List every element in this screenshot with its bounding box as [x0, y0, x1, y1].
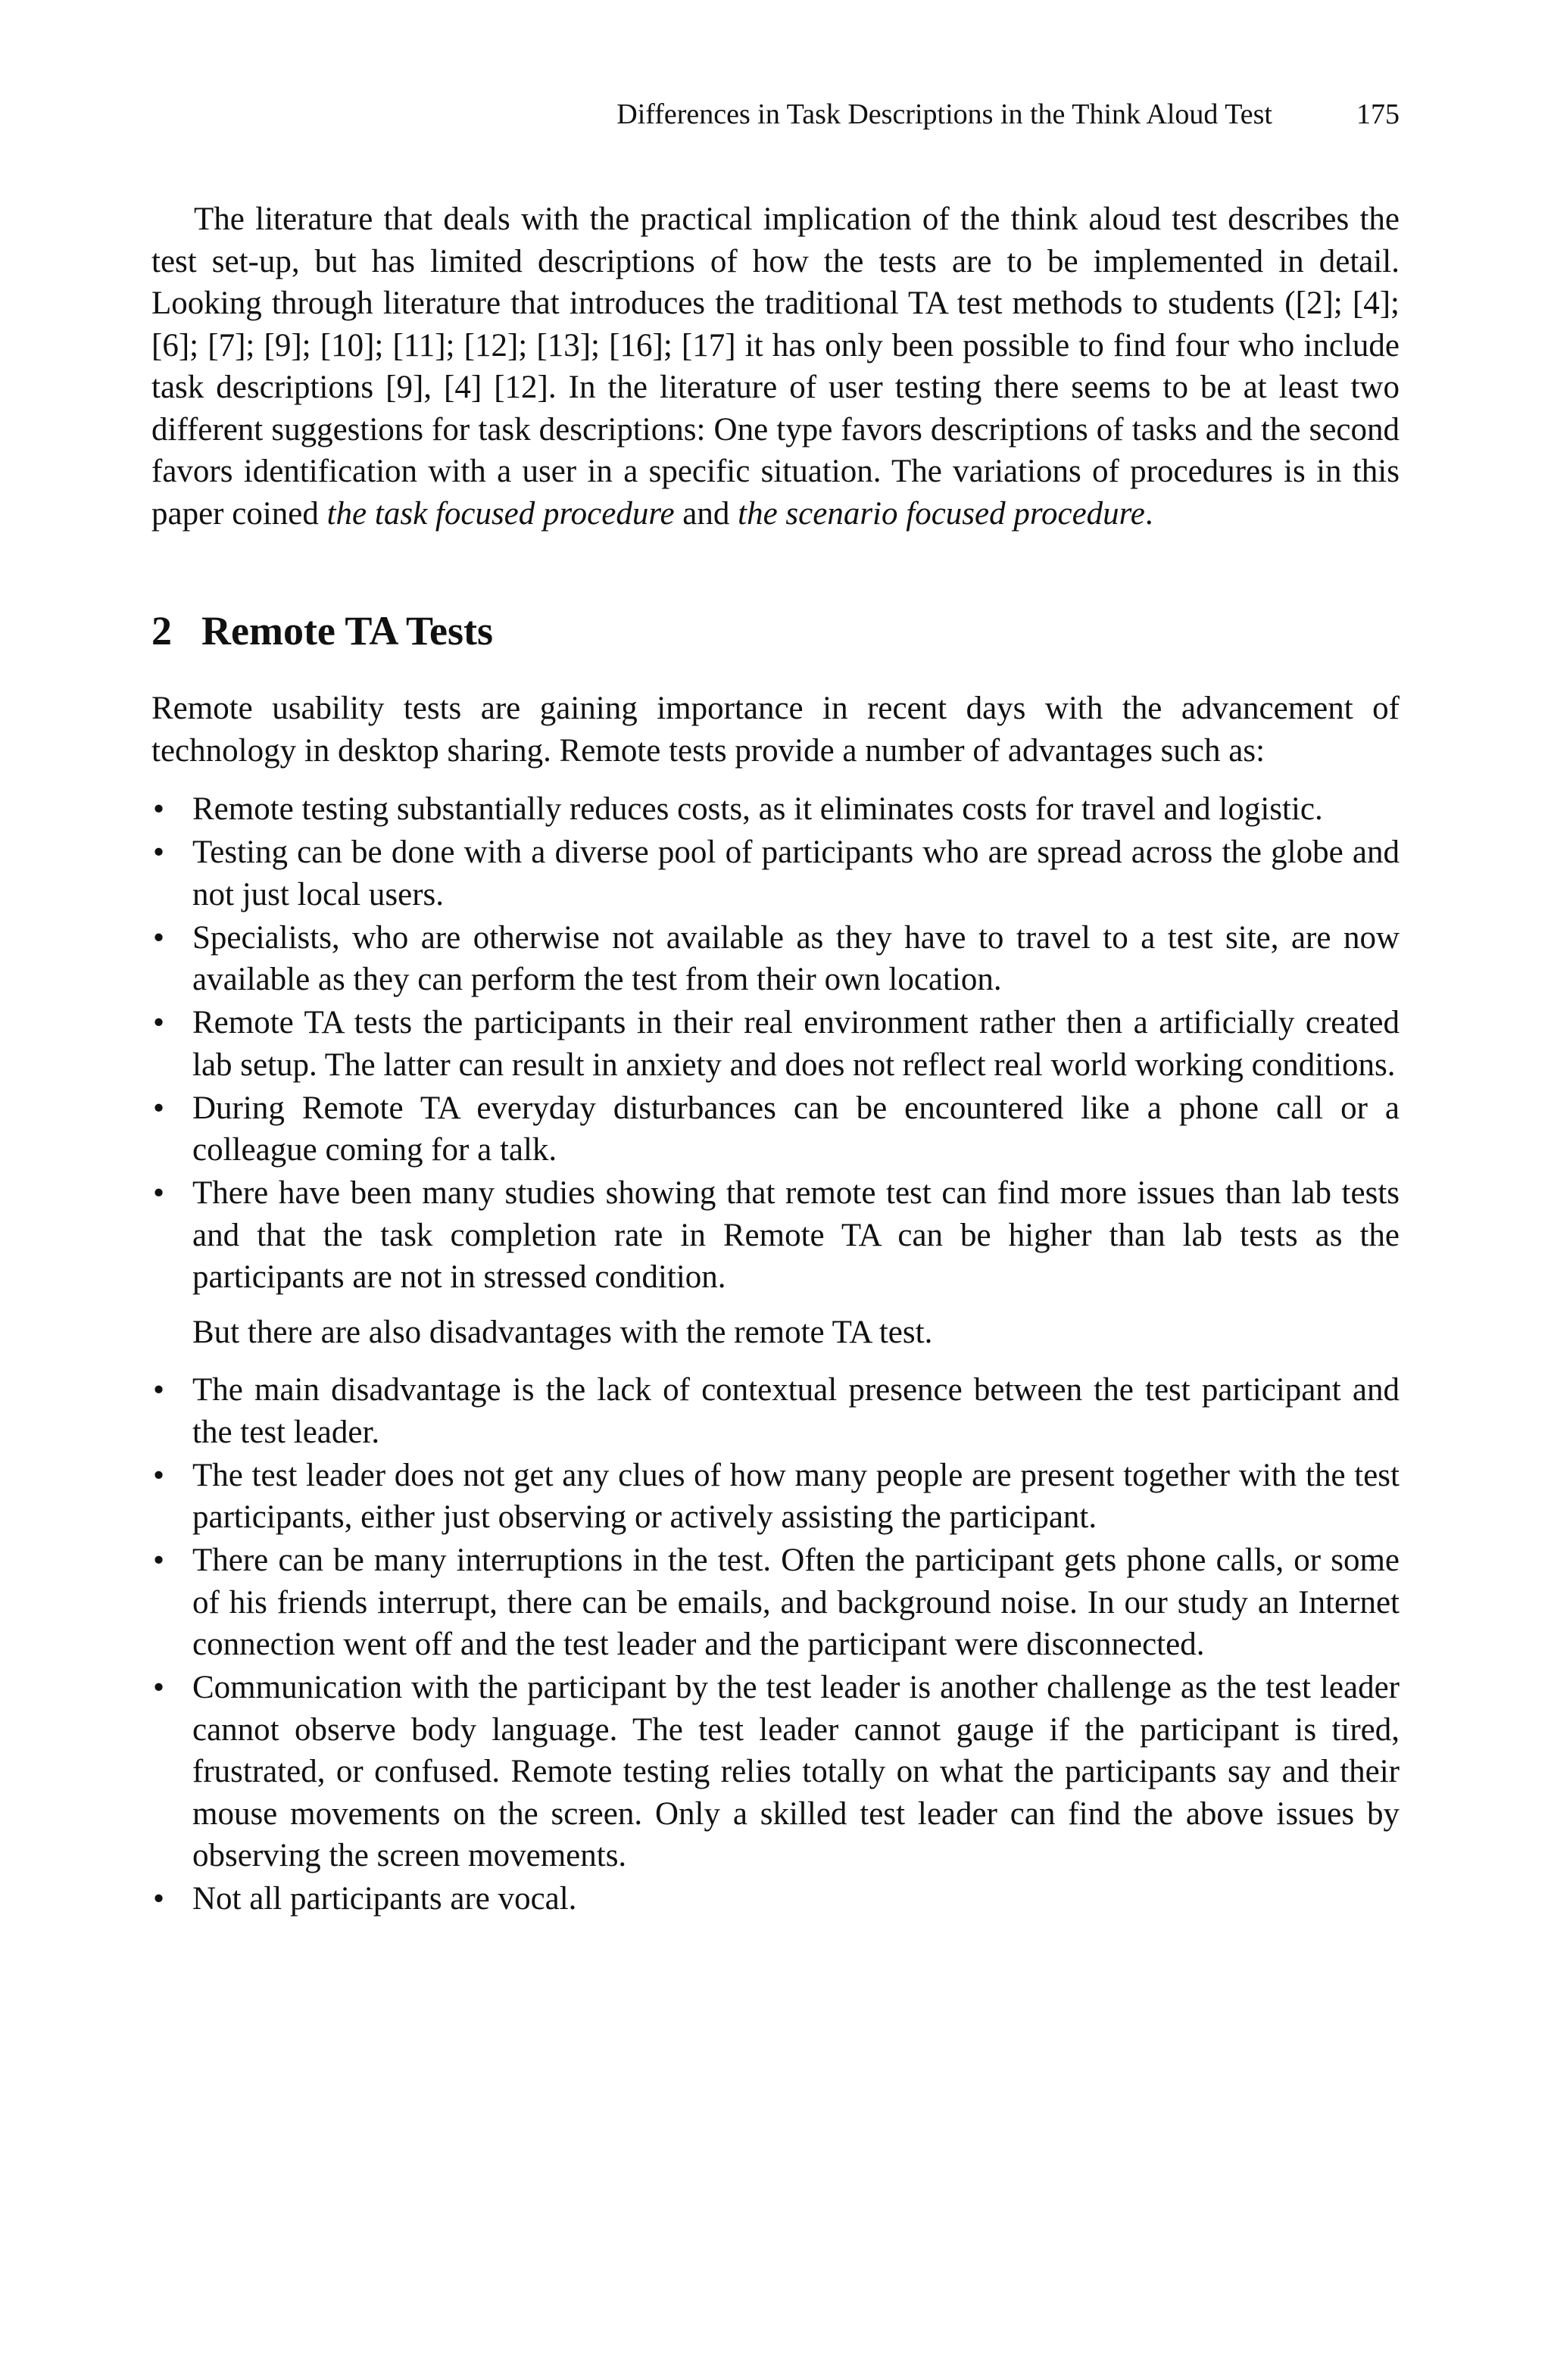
- running-title: Differences in Task Descriptions in the Think Aloud Test: [616, 98, 1272, 130]
- list-item: [151, 831, 1400, 916]
- section-number: 2: [151, 608, 172, 653]
- disadvantages-list: [151, 1369, 1400, 1920]
- main-content: [151, 198, 1400, 1921]
- bullet-icon: •: [153, 1005, 165, 1040]
- intro-end: .: [1144, 495, 1153, 532]
- bullet-icon: •: [153, 1542, 165, 1578]
- list-item-text: There can be many interruptions in the test. Often the participant gets phone calls, or some of his friends interrupt, there can be emails, and background noise. In our study an Internet connection went off and the test leader and the participant were disconnected.: [192, 1542, 1400, 1662]
- list-item-text: Testing can be done with a diverse pool of participants who are spread across the globe and not just local users.: [192, 834, 1400, 912]
- list-item: [151, 1539, 1400, 1666]
- list-item: [151, 1667, 1400, 1877]
- page-number: 175: [1356, 98, 1400, 130]
- section-lead-paragraph: Remote usability tests are gaining importance in recent days with the advancement of technology in desktop sharing. Remote tests provide a number of advantages such as:: [151, 691, 1400, 769]
- list-item-text: Remote testing substantially reduces costs, as it eliminates costs for travel and logistic.: [192, 791, 1323, 827]
- bullet-icon: •: [153, 919, 165, 956]
- bullet-icon: •: [153, 1175, 165, 1211]
- list-item-text: The test leader does not get any clues of how many people are present together with the test participants, either just observing or actively assisting the participant.: [192, 1457, 1400, 1535]
- list-item-text: Specialists, who are otherwise not available as they have to travel to a test site, are now available as they can perform the test from their own location.: [192, 919, 1400, 997]
- list-item: [151, 1087, 1400, 1171]
- list-item: [151, 1369, 1400, 1453]
- list-item-text: During Remote TA everyday disturbances can be encountered like a phone call or a colleague coming for a talk.: [192, 1090, 1400, 1168]
- list-item: [151, 1002, 1400, 1086]
- list-item-text: The main disadvantage is the lack of contextual presence between the test participant and the test leader.: [192, 1372, 1400, 1450]
- section-title: Remote TA Tests: [201, 608, 494, 653]
- bullet-icon: •: [153, 1457, 165, 1493]
- advantages-list: [151, 788, 1400, 1299]
- list-item-text: Not all participants are vocal.: [192, 1881, 577, 1917]
- section-heading: [151, 604, 1400, 657]
- list-item: [151, 917, 1400, 1001]
- list-item: [151, 788, 1400, 831]
- list-item-text: There have been many studies showing that remote test can find more issues than lab tests and that the task completion rate in Remote TA can be higher than lab tests as the participants are not in stressed condition.: [192, 1175, 1400, 1295]
- list-item: [151, 1455, 1400, 1539]
- bullet-icon: •: [153, 1090, 165, 1126]
- list-item: [151, 1878, 1400, 1920]
- bullet-icon: •: [153, 1670, 165, 1705]
- intro-italic-term-2: the scenario focused procedure: [738, 495, 1145, 532]
- bullet-icon: •: [153, 1372, 165, 1408]
- transition-paragraph: But there are also disadvantages with the remote TA test.: [192, 1314, 933, 1350]
- list-item-text: Communication with the participant by the test leader is another challenge as the test leader cannot observe body language. The test leader cannot gauge if the participant is tired, frustrated, or confused. Remote testing relies totally on what the participants say and their mouse movements on the screen. Only a skilled test leader can find the above issues by observing the screen movements.: [192, 1670, 1400, 1873]
- intro-italic-term-1: the task focused procedure: [326, 495, 675, 532]
- running-header: [151, 95, 1400, 133]
- bullet-icon: •: [153, 834, 165, 870]
- list-item-text: Remote TA tests the participants in their real environment rather then a artificially created lab setup. The latter can result in anxiety and does not reflect real world working conditions.: [192, 1005, 1400, 1083]
- intro-connector: and: [674, 495, 738, 532]
- bullet-icon: •: [153, 1881, 165, 1917]
- intro-paragraph: [151, 198, 1400, 535]
- intro-text: The literature that deals with the practical implication of the think aloud test describes the test set-up, but has limited descriptions of how the tests are to be implemented in detail. Looking through literature that introduces the traditional TA test methods to students ([2]; [4]; [6]; [7]; [9]; [10]; [11]; [12]; [13]; [16]; [17] it has only been possible to find four who include task descriptions [9], [4] [12]. In the literature of user testing there seems to be at least two different suggestions for task descriptions: One type favors descriptions of tasks and the second favors identification with a user in a specific situation. The variations of procedures is in this paper coined: [151, 201, 1400, 532]
- bullet-icon: •: [153, 791, 165, 827]
- list-item: [151, 1172, 1400, 1299]
